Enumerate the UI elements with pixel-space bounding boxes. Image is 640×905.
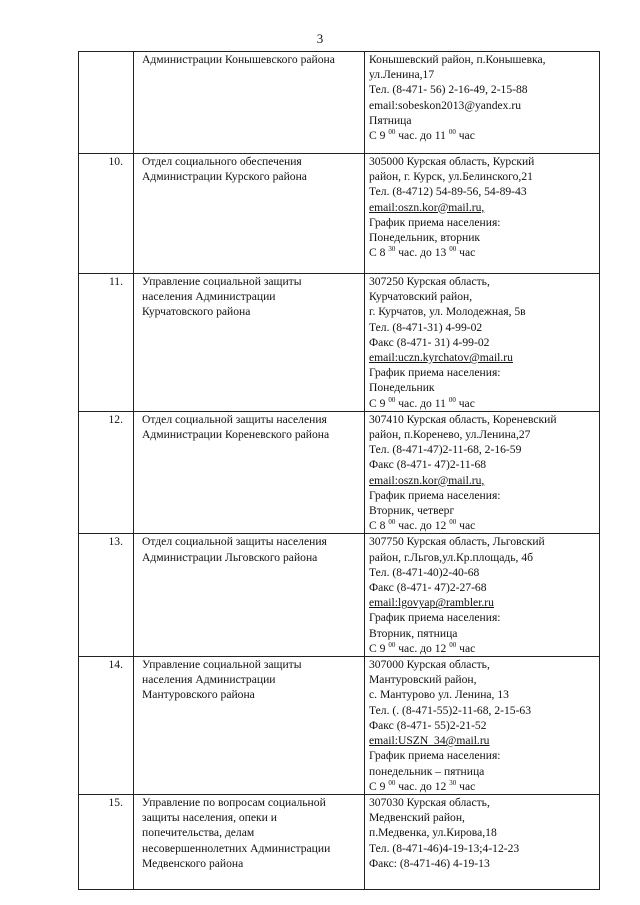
- contact-line: Факс (8-471- 31) 4-99-02: [369, 335, 490, 349]
- email-link[interactable]: email:lgovyap@rambler.ru: [369, 596, 494, 610]
- table-row: [79, 154, 600, 274]
- contact-line: Тел. (. (8-471-55)2-11-68, 2-15-63: [369, 703, 532, 717]
- hours-start-minutes: 00: [388, 395, 396, 404]
- contact-details: [365, 154, 600, 274]
- table-row: [79, 411, 600, 534]
- contact-line: email:sobeskon2013@yandex.ru: [369, 98, 522, 112]
- table-row: [79, 534, 600, 657]
- hours-start-minutes: 00: [388, 641, 396, 650]
- hours-end-minutes: 00: [449, 518, 457, 527]
- reception-hours: С 9 $^{00}$ час. до 11 $^{00}$ час: [369, 128, 475, 143]
- row-number: 12.: [79, 411, 134, 534]
- organization-line: Медвенского района: [142, 856, 244, 870]
- contact-line: район, г. Курск, ул.Белинского,21: [369, 170, 533, 184]
- contact-line: Тел. (8-4712) 54-89-56, 54-89-43: [369, 185, 527, 199]
- row-number: 13.: [79, 534, 134, 657]
- contact-line: Тел. (8-471-31) 4-99-02: [369, 320, 483, 334]
- organization-line: Администрации Льговского района: [142, 550, 318, 564]
- row-number: [79, 52, 134, 154]
- contact-line: Медвенский район,: [369, 811, 465, 825]
- organization-line: Мантуровского района: [142, 688, 255, 702]
- organization-line: Отдел социального обеспечения: [142, 155, 302, 168]
- contact-line: 307000 Курская область,: [369, 658, 490, 672]
- contact-line: График приема населения:: [369, 488, 501, 502]
- contact-line: График приема населения:: [369, 215, 501, 229]
- organization-line: Отдел социальной защиты населения: [142, 412, 327, 426]
- contact-line: 305000 Курская область, Курский: [369, 155, 535, 168]
- row-number: 15.: [79, 794, 134, 889]
- organization-name: [134, 274, 365, 412]
- hours-start-minutes: 00: [388, 128, 396, 137]
- contact-details: [365, 52, 600, 154]
- organization-name: [134, 52, 365, 154]
- hours-start-minutes: 00: [388, 518, 396, 527]
- hours-start-minutes: 30: [388, 245, 396, 254]
- contact-line: Понедельник, вторник: [369, 231, 481, 245]
- contact-line: п.Медвенка, ул.Кирова,18: [369, 826, 497, 840]
- organization-line: Управление социальной защиты: [142, 658, 302, 672]
- contact-line: г. Курчатов, ул. Молодежная, 5в: [369, 305, 526, 319]
- contact-line: Тел. (8-471-46)4-19-13;4-12-23: [369, 841, 520, 855]
- contact-line: Мантуровский район,: [369, 673, 477, 687]
- hours-end-minutes: 00: [449, 245, 457, 254]
- email-link[interactable]: email:USZN_34@mail.ru: [369, 734, 490, 748]
- hours-end-minutes: 00: [449, 641, 457, 650]
- hours-end-minutes: 00: [448, 395, 456, 404]
- contact-line: Тел. (8-471-47)2-11-68, 2-16-59: [369, 443, 522, 457]
- contact-line: 307750 Курская область, Льговский: [369, 535, 545, 549]
- hours-start-minutes: 00: [388, 778, 396, 787]
- contact-line: Понедельник: [369, 381, 435, 395]
- organization-line: населения Администрации: [142, 673, 276, 687]
- contact-line: Факс (8-471- 47)2-27-68: [369, 581, 487, 595]
- organization-line: Администрации Конышевского района: [142, 53, 335, 66]
- reception-hours: С 9 $^{00}$ час. до 11 $^{00}$ час: [369, 395, 475, 410]
- contact-details: [365, 274, 600, 412]
- hours-end-minutes: 30: [449, 778, 457, 787]
- organization-line: населения Администрации: [142, 290, 276, 304]
- contact-line: Тел. (8-471- 56) 2-16-49, 2-15-88: [369, 83, 528, 97]
- contact-line: Вторник, четверг: [369, 504, 455, 518]
- contact-line: район, п.Коренево, ул.Ленина,27: [369, 428, 531, 442]
- hours-end-minutes: 00: [448, 128, 456, 137]
- reception-hours: С 8 $^{00}$ час. до 12 $^{00}$ час: [369, 518, 476, 533]
- contact-line: понедельник – пятница: [369, 764, 485, 778]
- email-link[interactable]: email:uczn.kyrchatov@mail.ru: [369, 351, 513, 365]
- contact-details: [365, 657, 600, 795]
- organization-name: [134, 154, 365, 274]
- table-row: [79, 52, 600, 154]
- contact-line: район, г.Льгов,ул.Кр.площадь, 4б: [369, 550, 534, 564]
- contact-line: 307030 Курская область,: [369, 795, 490, 809]
- organization-line: несовершеннолетних Администрации: [142, 841, 331, 855]
- contact-line: Факс (8-471- 47)2-11-68: [369, 458, 487, 472]
- contact-line: График приема населения:: [369, 366, 501, 380]
- row-number: 14.: [79, 657, 134, 795]
- contact-details: [365, 411, 600, 534]
- organization-name: [134, 411, 365, 534]
- organization-line: защиты населения, опеки и: [142, 811, 277, 825]
- page-number: 3: [316, 31, 324, 46]
- contact-line: Тел. (8-471-40)2-40-68: [369, 565, 480, 579]
- contact-line: График приема населения:: [369, 611, 501, 625]
- organization-name: [134, 534, 365, 657]
- row-number: 11.: [79, 274, 134, 412]
- organization-line: попечительства, делам: [142, 826, 255, 840]
- contact-line: Факс (8-471- 55)2-21-52: [369, 718, 487, 732]
- organization-line: Управление по вопросам социальной: [142, 795, 326, 809]
- email-link[interactable]: email:oszn.kor@mail.ru,: [369, 473, 485, 487]
- table-row: [79, 657, 600, 795]
- organization-line: Курчатовского района: [142, 305, 251, 319]
- contacts-table: [78, 51, 600, 890]
- row-number: 10.: [79, 154, 134, 274]
- organization-line: Администрации Курского района: [142, 170, 307, 184]
- table-row: [79, 274, 600, 412]
- organization-line: Администрации Кореневского района: [142, 428, 330, 442]
- contact-line: 307410 Курская область, Кореневский: [369, 412, 557, 426]
- contact-line: Курчатовский район,: [369, 290, 473, 304]
- contact-line: График приема населения:: [369, 749, 501, 763]
- contact-details: [365, 534, 600, 657]
- organization-line: Управление социальной защиты: [142, 275, 302, 288]
- contact-line: ул.Ленина,17: [369, 68, 435, 82]
- reception-hours: С 8 $^{30}$ час. до 13 $^{00}$ час: [369, 245, 476, 260]
- reception-hours: С 9 $^{00}$ час. до 12 $^{00}$ час: [369, 641, 476, 655]
- contact-line: Конышевский район, п.Конышевка,: [369, 53, 546, 66]
- email-link[interactable]: email:oszn.kor@mail.ru,: [369, 200, 485, 214]
- organization-name: [134, 794, 365, 889]
- contact-line: Вторник, пятница: [369, 626, 458, 640]
- organization-line: Отдел социальной защиты населения: [142, 535, 327, 549]
- contact-line: 307250 Курская область,: [369, 275, 490, 288]
- contact-details: [365, 794, 600, 889]
- contact-line: Факс: (8-471-46) 4-19-13: [369, 856, 490, 870]
- reception-hours: С 9 $^{00}$ час. до 12 $^{30}$ час: [369, 778, 476, 793]
- contact-line: Пятница: [369, 113, 412, 127]
- table-row: [79, 794, 600, 889]
- organization-name: [134, 657, 365, 795]
- contact-line: с. Мантурово ул. Ленина, 13: [369, 688, 509, 702]
